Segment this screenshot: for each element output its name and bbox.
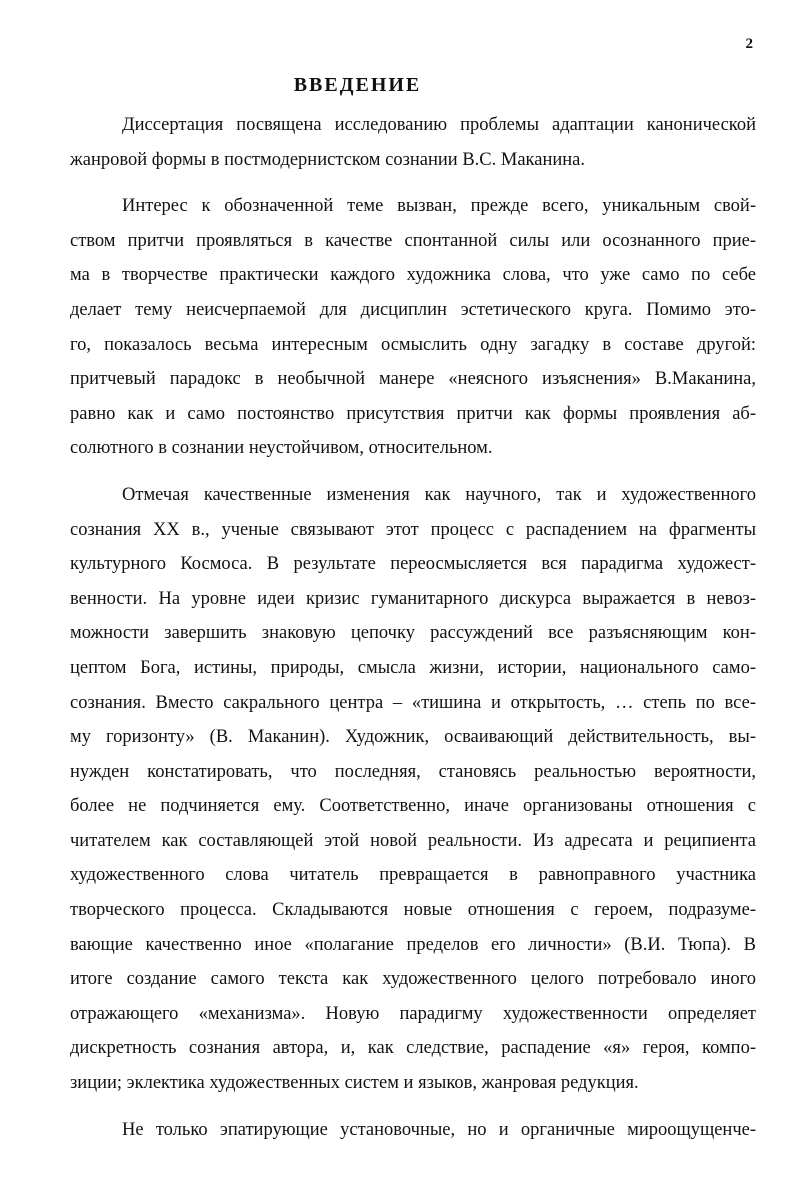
text-line: художественного слова читатель превращается в равноправного участника <box>70 865 756 886</box>
text-line: делает тему неисчерпаемой для дисциплин эстетического круга. Помимо это- <box>70 299 756 320</box>
text-line: венности. На уровне идеи кризис гуманитарного дискурса выражается в невоз- <box>70 588 756 609</box>
text-line: сознания. Вместо сакрального центра – «тишина и открытость, … степь по все- <box>70 692 756 713</box>
paragraph <box>70 1113 756 1148</box>
text-line: итоге создание самого текста как художественного целого потребовало иного <box>70 969 756 990</box>
text-line: равно как и само постоянство присутствия притчи как формы проявления аб- <box>70 403 756 424</box>
text-line: можности завершить знаковую цепочку рассуждений все разъясняющим кон- <box>70 623 756 644</box>
text-line: сознания XX в., ученые связывают этот процесс с распадением на фрагменты <box>70 519 756 540</box>
text-line: Не только эпатирующие установочные, но и органичные мироощущенче- <box>122 1119 756 1140</box>
text-line: дискретность сознания автора, и, как следствие, распадение «я» героя, компо- <box>70 1038 756 1059</box>
text-line: зиции; эклектика художественных систем и языков, жанровая редукция. <box>70 1073 639 1094</box>
text-line: вающие качественно иное «полагание пределов его личности» (В.И. Тюпа). В <box>70 934 756 955</box>
text-line: притчевый парадокс в необычной манере «неясного изъяснения» В.Маканина, <box>70 369 756 390</box>
body-text <box>70 108 756 1147</box>
text-line: цептом Бога, истины, природы, смысла жизни, истории, национального само- <box>70 657 756 678</box>
text-line: нужден констатировать, что последняя, становясь реальностью вероятности, <box>70 761 756 782</box>
text-line: творческого процесса. Складываются новые отношения с героем, подразуме- <box>70 900 756 921</box>
text-line: солютного в сознании неустойчивом, относительном. <box>70 438 493 459</box>
paragraph <box>70 189 756 466</box>
text-line: Интерес к обозначенной теме вызван, прежде всего, уникальным свой- <box>122 196 756 217</box>
text-line: жанровой формы в постмодернистском сознании В.С. Маканина. <box>70 149 586 170</box>
text-line: читателем как составляющей этой новой реальности. Из адресата и реципиента <box>70 830 756 851</box>
page-title: ВВЕДЕНИЕ <box>293 74 422 96</box>
text-line: культурного Космоса. В результате переосмысляется вся парадигма художест- <box>70 554 756 575</box>
text-line: ма в творчестве практически каждого художника слова, что уже само по себе <box>70 265 756 286</box>
text-line: более не подчиняется ему. Соответственно, иначе организованы отношения с <box>70 796 756 817</box>
paragraph <box>70 108 756 177</box>
text-line: отражающего «механизма». Новую парадигму художественности определяет <box>70 1003 756 1024</box>
text-line: му горизонту» (В. Маканин). Художник, осваивающий действительность, вы- <box>70 727 756 748</box>
page-number: 2 <box>745 36 753 52</box>
text-line: го, показалось весьма интересным осмыслить одну загадку в составе другой: <box>70 334 756 355</box>
text-line: Диссертация посвящена исследованию проблемы адаптации канонической <box>122 115 756 135</box>
text-line: ством притчи проявляться в качестве спонтанной силы или осознанного прие- <box>70 230 756 251</box>
paragraph <box>70 478 756 1101</box>
text-line: Отмечая качественные изменения как научного, так и художественного <box>122 484 756 505</box>
